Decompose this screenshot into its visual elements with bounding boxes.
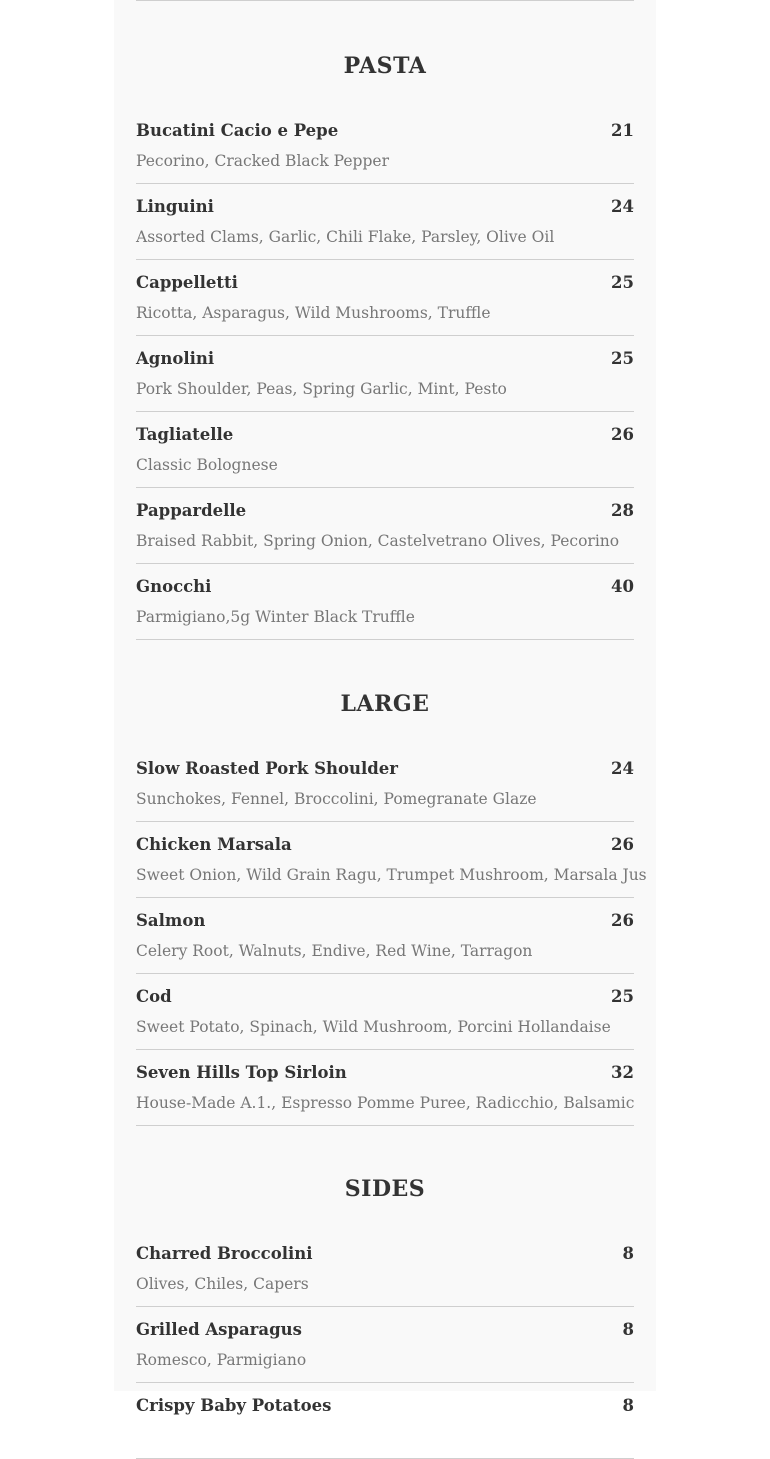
menu-item [136,1231,634,1307]
item-price: 26 [611,911,634,930]
item-name: Cappelletti [136,273,238,292]
item-name: Grilled Asparagus [136,1320,302,1339]
menu-item [136,488,634,564]
item-price: 26 [611,835,634,854]
menu-section-sides [136,1126,634,1459]
item-price: 28 [611,501,634,520]
menu-item [136,898,634,974]
menu-item [136,1050,634,1126]
menu-section-pasta [136,1,634,640]
section-title: SIDES [344,1176,426,1202]
item-description: Sunchokes, Fennel, Broccolini, Pomegranate Glaze [136,790,537,808]
menu-item [136,260,634,336]
item-name: Salmon [136,911,206,930]
item-price: 40 [611,577,634,596]
section-title: PASTA [343,53,427,79]
menu-section-large [136,640,647,1126]
item-price: 25 [611,987,634,1006]
item-name: Seven Hills Top Sirloin [136,1063,347,1082]
item-price: 25 [611,273,634,292]
menu-item [136,412,634,488]
item-price: 25 [611,349,634,368]
item-description: Pecorino, Cracked Black Pepper [136,152,389,170]
item-price: 8 [622,1396,634,1415]
item-price: 24 [611,197,634,216]
item-name: Chicken Marsala [136,835,292,854]
item-description: Braised Rabbit, Spring Onion, Castelvetrano Olives, Pecorino [136,532,620,550]
item-price: 8 [622,1320,634,1339]
item-price: 32 [611,1063,634,1082]
item-description: Pork Shoulder, Peas, Spring Garlic, Mint, Pesto [136,380,507,398]
menu-item [136,108,634,184]
item-description: Sweet Onion, Wild Grain Ragu, Trumpet Mushroom, Marsala Jus [136,866,647,884]
item-description: Celery Root, Walnuts, Endive, Red Wine, Tarragon [136,942,533,960]
item-description: Olives, Chiles, Capers [136,1275,309,1293]
menu-panel [114,0,656,1415]
section-title: LARGE [340,691,430,717]
menu-item [136,822,647,898]
item-name: Linguini [136,197,214,216]
item-description: Sweet Potato, Spinach, Wild Mushroom, Porcini Hollandaise [136,1018,611,1036]
item-name: Agnolini [136,349,215,368]
menu-item [136,564,634,640]
item-name: Slow Roasted Pork Shoulder [136,759,398,778]
menu-item [136,336,634,412]
item-description: Parmigiano,5g Winter Black Truffle [136,608,415,626]
item-name: Crispy Baby Potatoes [136,1396,332,1415]
menu-item [136,1307,634,1383]
item-price: 21 [611,121,634,140]
menu-item [136,974,634,1050]
item-name: Gnocchi [136,577,212,596]
item-description: Classic Bolognese [136,456,278,474]
item-name: Pappardelle [136,501,247,520]
item-name: Tagliatelle [136,425,234,444]
menu-item [136,184,634,260]
item-description: House-Made A.1., Espresso Pomme Puree, Radicchio, Balsamic [136,1094,635,1112]
menu-item [136,746,634,822]
item-name: Bucatini Cacio e Pepe [136,121,339,140]
item-description: Assorted Clams, Garlic, Chili Flake, Parsley, Olive Oil [136,228,555,246]
item-price: 26 [611,425,634,444]
item-description: Ricotta, Asparagus, Wild Mushrooms, Truffle [136,304,491,322]
item-price: 8 [622,1244,634,1263]
item-name: Charred Broccolini [136,1244,313,1263]
menu-list [136,0,647,1459]
item-name: Cod [136,987,172,1006]
menu-item [136,1383,634,1459]
item-description: Romesco, Parmigiano [136,1351,307,1369]
item-price: 24 [611,759,634,778]
